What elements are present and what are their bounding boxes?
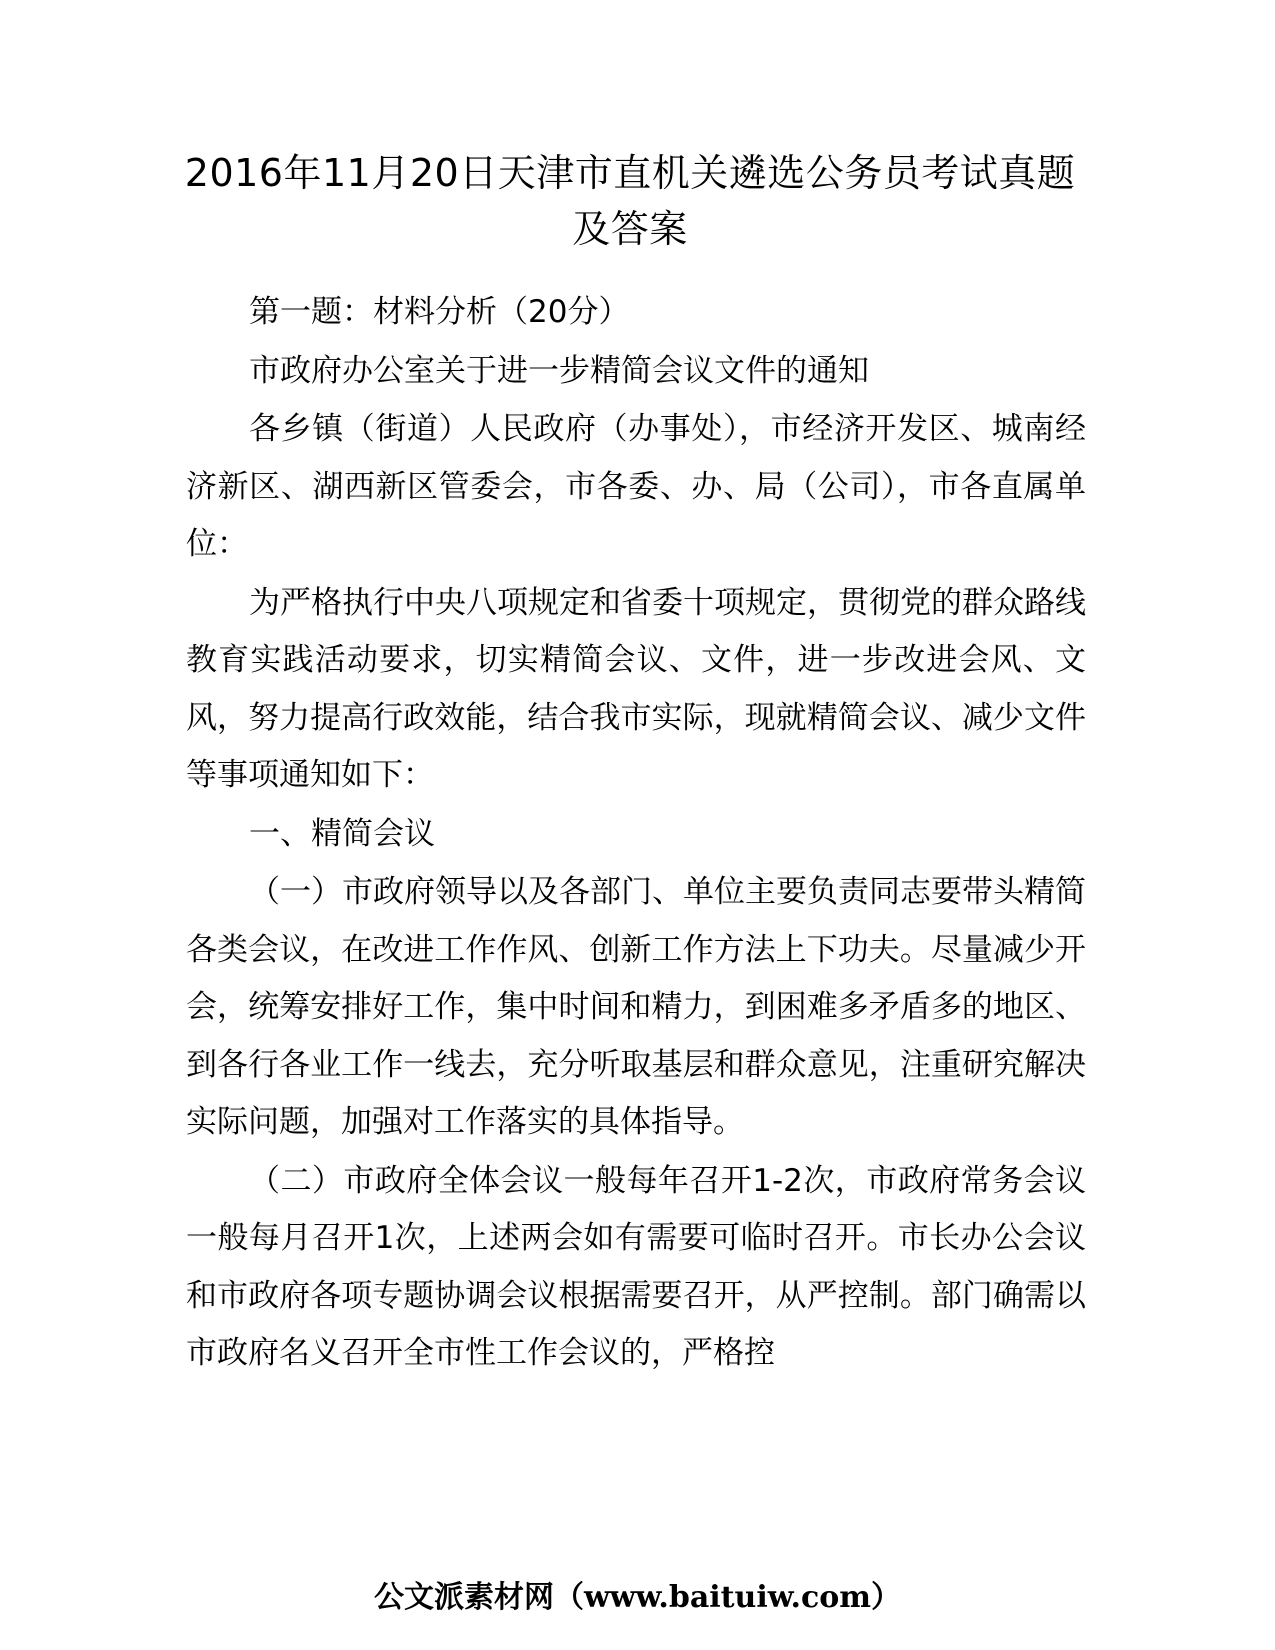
footer-watermark: 公文派素材网（www.baituiw.com） [373, 1580, 902, 1615]
document-title: 2016年11月20日天津市直机关遴选公务员考试真题及答案 [184, 151, 1076, 251]
item-1-paragraph: （一）市政府领导以及各部门、单位主要负责同志要带头精简各类会议，在改进工作作风、创新工作方法上下功夫。尽量减少开会，统筹安排好工作，集中时间和精力，到困难多矛盾多的地区、到各行各业工作一线去，充分听取基层和群众意见，注重研究解决实际问题，加强对工作落实的具体指导。 [186, 874, 1086, 1140]
document-body [186, 284, 1086, 1384]
addressee-paragraph: 各乡镇（街道）人民政府（办事处），市经济开发区、城南经济新区、湖西新区管委会，市各委、办、局（公司），市各直属单位： [186, 411, 1086, 562]
section-heading: 第一题：材料分析（20分） [249, 294, 630, 330]
subsection-heading: 一、精简会议 [249, 815, 435, 852]
intro-paragraph: 为严格执行中央八项规定和省委十项规定，贯彻党的群众路线教育实践活动要求，切实精简会议、文件，进一步改进会风、文风，努力提高行政效能，结合我市实际，现就精简会议、减少文件等事项通知如下： [186, 584, 1086, 793]
item-2-paragraph: （二）市政府全体会议一般每年召开1-2次，市政府常务会议一般每月召开1次，上述两会如有需要可临时召开。市长办公会议和市政府各项专题协调会议根据需要召开，从严控制。部门确需以市政府名义召开全市性工作会议的，严格控 [186, 1162, 1086, 1371]
notice-title: 市政府办公室关于进一步精简会议文件的通知 [249, 352, 869, 389]
